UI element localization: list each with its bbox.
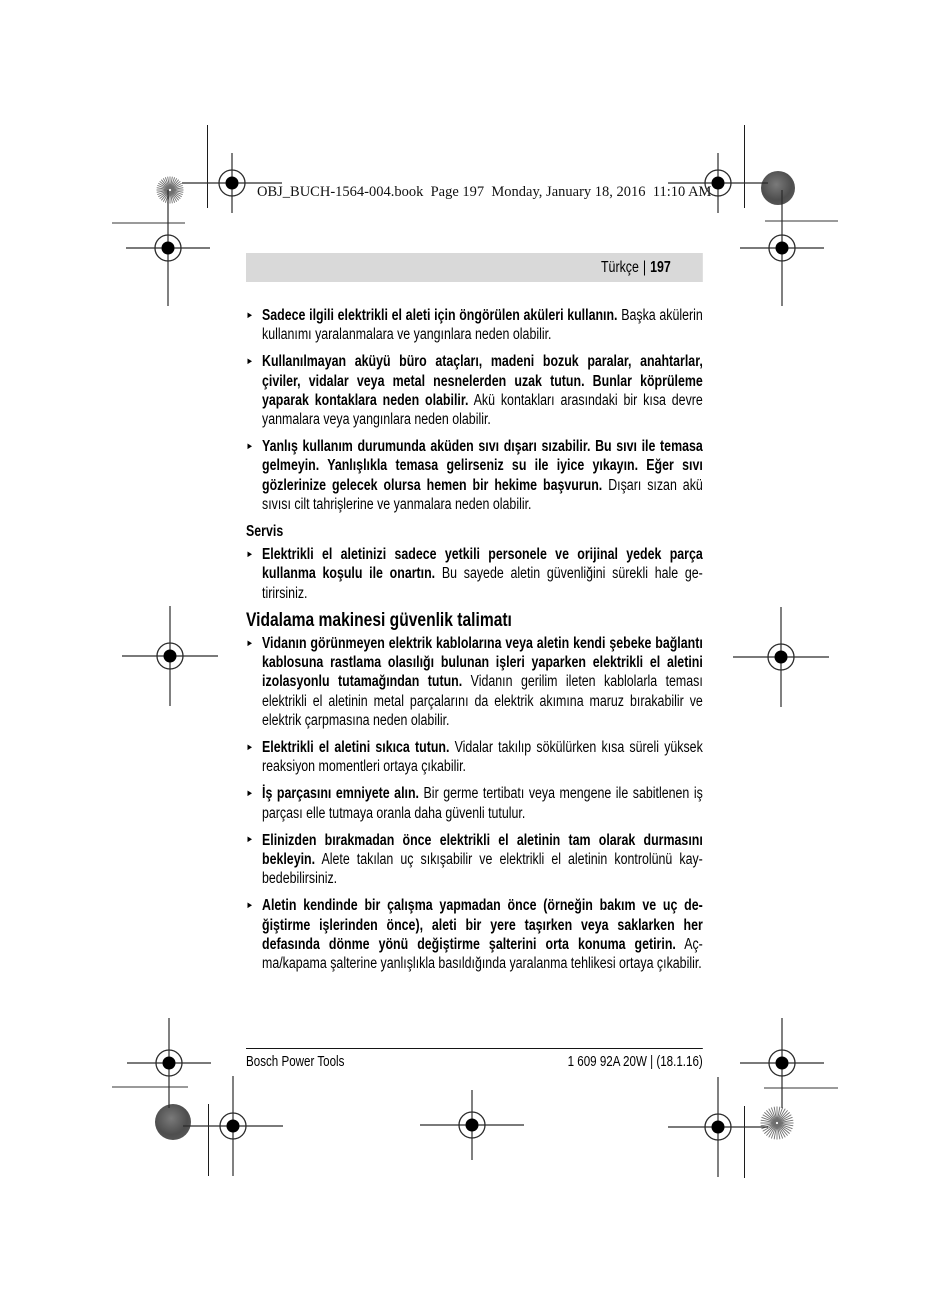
safety-bullet-item: [246, 437, 703, 514]
bullet-body-text: Vidanın gerilim ileten kablolarla teması elektrikli el aletinin metal parçalarını da elektrik akımına maruz bırakabilir ve elektrik çarpmasına neden olabilir.: [262, 673, 703, 729]
safety-bullet-item: [246, 306, 703, 344]
registration-mark-icon: [740, 190, 824, 306]
page-footer: [246, 1048, 703, 1070]
content-column: [246, 253, 703, 981]
bullet-bold-text: Yanlış kullanım durumunda aküden sıvı dışarı sızabilir. Bu sıvı ile temasa gelmeyin. Yanlışlıkla temasa gelirseniz su ile iyice yıkayın. Eğer sıvı gözlerinize gelecek olursa hemen bir hekime başvurun.: [262, 438, 703, 494]
bullet-triangle-icon: ►: [246, 741, 254, 753]
bullet-triangle-icon: ►: [246, 355, 254, 367]
registration-mark-icon: [183, 1076, 283, 1176]
bullet-bold-text: Elinizden bırakmadan önce elektrikli el aletinin tam olarak durmasını bekleyin.: [262, 831, 703, 869]
bullet-triangle-icon: ►: [246, 309, 254, 321]
bullet-bold-text: Elektrikli el aletinizi sadece yetkili personele ve orijinal yedek parça kullanma koşulu ile onartın.: [262, 546, 703, 583]
bullet-body-text: Vidalar takılıp sökülürken kısa süreli yüksek reaksiyon momentleri ortaya çıkabilir.: [262, 739, 703, 776]
banner-page-number: 197: [650, 259, 671, 276]
bullet-triangle-icon: ►: [246, 834, 254, 846]
servis-heading: Servis: [246, 523, 284, 541]
bullet-triangle-icon: ►: [246, 899, 254, 911]
safety-bullet-item: [246, 634, 703, 730]
bullet-bold-text: İş parçasını emniyete alın.: [262, 785, 419, 803]
servis-list: [246, 545, 703, 603]
footer-divider: [246, 1048, 703, 1049]
registration-mark-icon: [122, 606, 218, 706]
registration-mark-icon: [126, 190, 210, 306]
battery-safety-list: [246, 306, 703, 514]
safety-bullet-item: [246, 545, 703, 603]
bullet-body-text: Akü kontakları arasındaki bir kısa devre yanmalara veya yangınlara neden olabilir.: [262, 391, 703, 429]
bullet-bold-text: Vidanın görünmeyen elektrik kablolarına veya aletin kendi şebeke bağlantı kablosuna rastlama olasılığı bulunan işleri yaparken elektrikli el aletini izolasyonlu tutamağından tutun.: [262, 635, 703, 691]
safety-bullet-item: [246, 352, 703, 429]
bullet-triangle-icon: ►: [246, 787, 254, 799]
bullet-bold-text: Kullanılmayan aküyü büro ataçları, madeni bozuk paralar, anahtarlar, çiviler, vidalar veya metal nesnelerden uzak tutun. Bunlar köprüleme yaparak kontaklara neden olabilir.: [262, 353, 703, 409]
page-banner: [246, 253, 703, 282]
bullet-body-text: Dışarı sızan akü sıvısı cilt tahrişlerine ve yanmalara neden olabilir.: [262, 476, 703, 513]
bullet-bold-text: Elektrikli el aletini sıkıca tutun.: [262, 739, 450, 757]
banner-separator: |: [642, 259, 647, 276]
registration-mark-icon: [420, 1090, 524, 1160]
registration-mark-icon: [668, 1077, 768, 1177]
safety-bullet-item: [246, 831, 703, 889]
safety-bullet-item: [246, 738, 703, 776]
banner-language: Türkçe: [600, 259, 639, 276]
bullet-triangle-icon: ►: [246, 440, 254, 452]
bullet-body-text: Başka akülerin kullanımı yaralanmalara ve yangınlara neden olabilir.: [262, 307, 703, 344]
registration-mark-icon: [733, 607, 829, 707]
footer-brand: Bosch Power Tools: [246, 1054, 345, 1070]
bullet-bold-text: Sadece ilgili elektrikli el aleti için öngörülen aküleri kullanın.: [262, 307, 618, 324]
bullet-triangle-icon: ►: [246, 548, 254, 560]
bullet-body-text: Bu sayede aletin güvenliğini sürekli hale getirirsiniz.: [262, 565, 703, 602]
bullet-body-text: Bir germe tertibatı veya mengene ile sabitlenen iş parçası elle tutmaya oranla daha güvenli tutulur.: [262, 785, 703, 822]
bullet-bold-text: Aletin kendinde bir çalışma yapmadan önce (örneğin bakım ve uç değiştirme işlerinden önce), aleti bir yere taşırken veya saklarken her defasında dönme yönü değiştirme şalterini orta konuma getirin.: [262, 897, 703, 953]
screwdriver-safety-list: [246, 634, 703, 973]
safety-bullet-item: [246, 896, 703, 973]
bullet-triangle-icon: ►: [246, 637, 254, 649]
safety-bullet-item: [246, 784, 703, 822]
bullet-body-text: Alete takılan uç sıkışabilir ve elektrikli el aletinin kontrolünü kaybedebilirsiniz.: [262, 851, 703, 888]
section-heading: Vidalama makinesi güvenlik talimatı: [246, 608, 512, 631]
footer-document-number: 1 609 92A 20W | (18.1.16): [567, 1054, 703, 1070]
document-header-stamp: OBJ_BUCH-1564-004.book Page 197 Monday, January 18, 2016 11:10 AM: [257, 184, 712, 200]
bullet-body-text: Açma/kapama şalterine yanlışlıkla basıldığında yaralanma tehlikesi ortaya çıkabilir.: [262, 935, 703, 973]
